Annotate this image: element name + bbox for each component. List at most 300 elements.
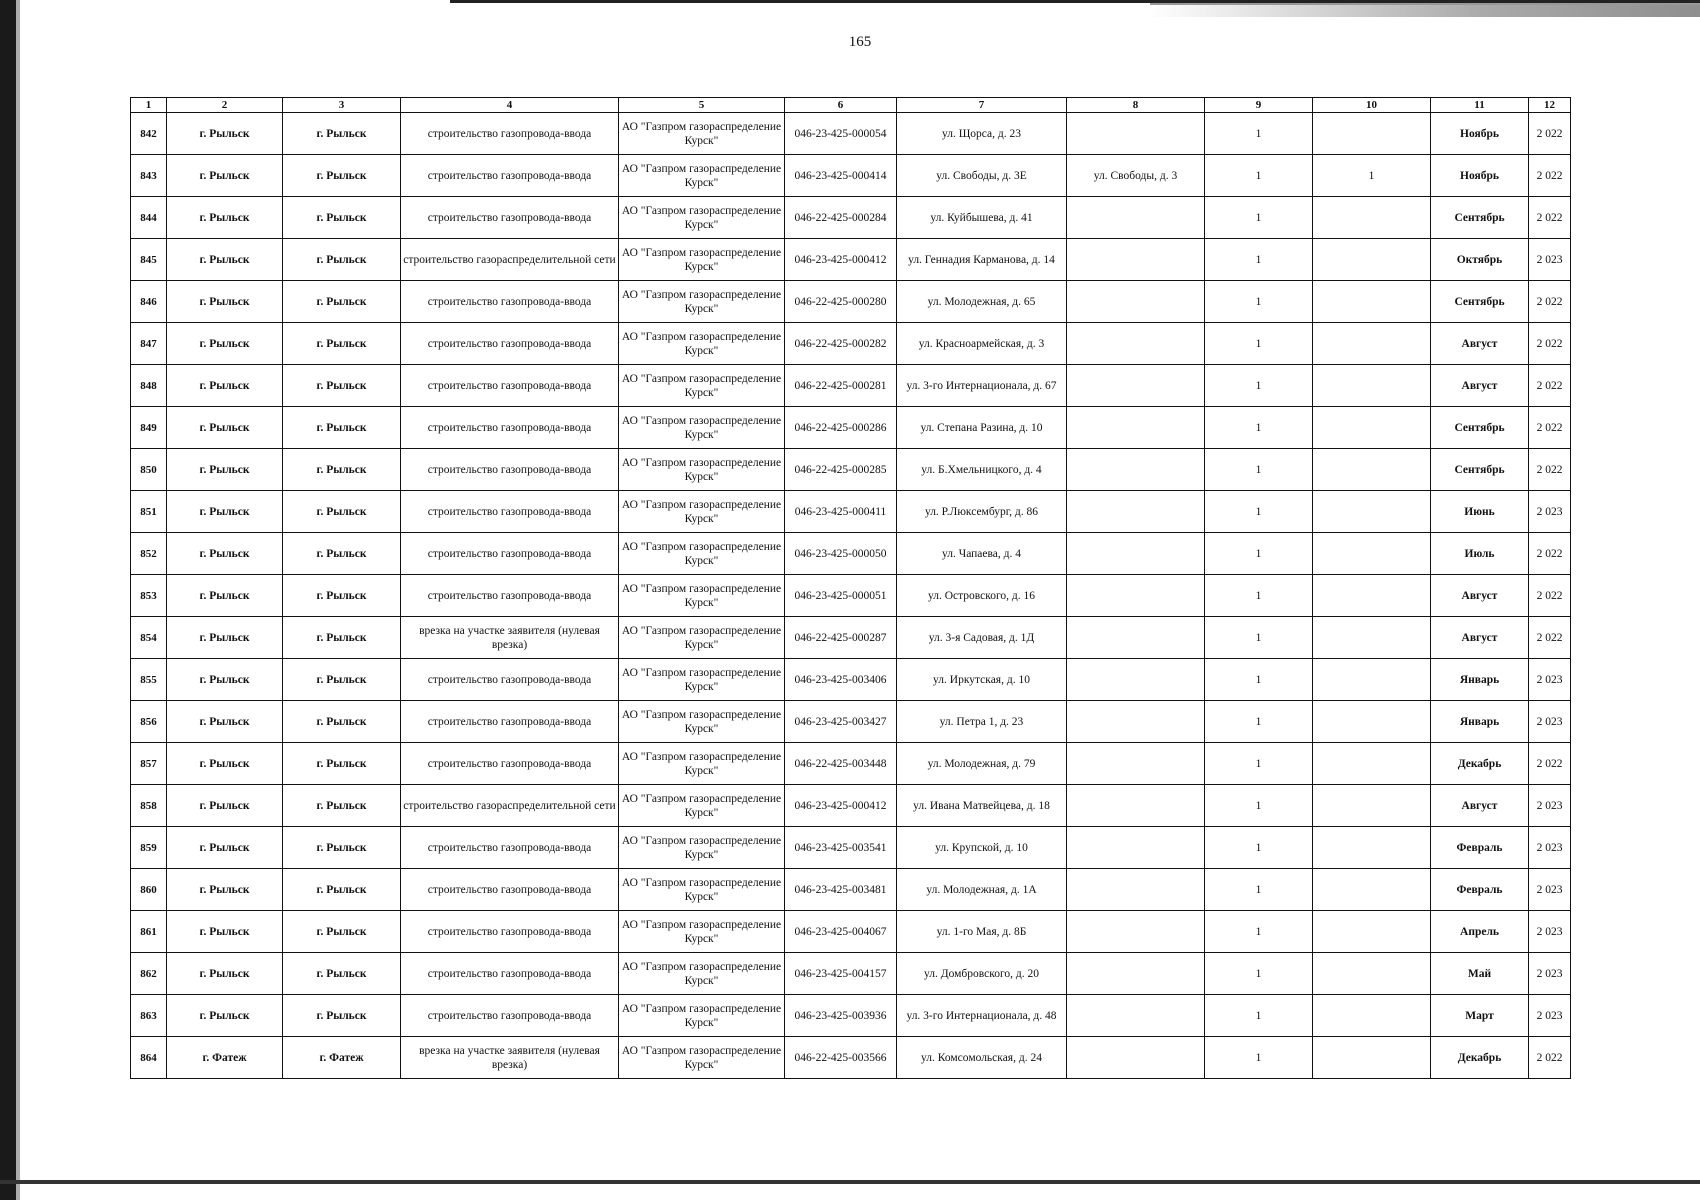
count-cell: 1 (1205, 533, 1313, 575)
settlement-cell: г. Рыльск (167, 743, 283, 785)
month-cell: Март (1431, 995, 1529, 1037)
month-cell: Сентябрь (1431, 197, 1529, 239)
settlement-cell: г. Рыльск (167, 785, 283, 827)
work-type-cell: строительство газопровода-ввода (401, 155, 619, 197)
count-cell: 1 (1205, 617, 1313, 659)
work-type-cell: строительство газопровода-ввода (401, 659, 619, 701)
row-number: 861 (131, 911, 167, 953)
organization-cell: АО "Газпром газораспределение Курск" (619, 701, 785, 743)
year-cell: 2 022 (1529, 533, 1571, 575)
settlement-cell: г. Рыльск (167, 113, 283, 155)
table-row (131, 239, 1571, 281)
work-type-cell: строительство газопровода-ввода (401, 575, 619, 617)
organization-cell: АО "Газпром газораспределение Курск" (619, 281, 785, 323)
locality-cell: г. Фатеж (283, 1037, 401, 1079)
row-number: 851 (131, 491, 167, 533)
work-type-cell: строительство газопровода-ввода (401, 869, 619, 911)
count-alt-cell (1313, 491, 1431, 533)
locality-cell: г. Рыльск (283, 701, 401, 743)
year-cell: 2 022 (1529, 617, 1571, 659)
organization-cell: АО "Газпром газораспределение Курск" (619, 113, 785, 155)
spec-number-cell: 046-22-425-000280 (785, 281, 897, 323)
settlement-cell: г. Фатеж (167, 1037, 283, 1079)
column-header: 12 (1529, 98, 1571, 113)
organization-cell: АО "Газпром газораспределение Курск" (619, 953, 785, 995)
count-cell: 1 (1205, 155, 1313, 197)
scan-edge-left-shadow (16, 0, 20, 1200)
work-type-cell: строительство газопровода-ввода (401, 407, 619, 449)
locality-cell: г. Рыльск (283, 617, 401, 659)
count-alt-cell (1313, 365, 1431, 407)
row-number: 856 (131, 701, 167, 743)
year-cell: 2 023 (1529, 953, 1571, 995)
address-alt-cell (1067, 197, 1205, 239)
count-cell: 1 (1205, 869, 1313, 911)
row-number: 847 (131, 323, 167, 365)
count-cell: 1 (1205, 449, 1313, 491)
table-row (131, 575, 1571, 617)
year-cell: 2 022 (1529, 281, 1571, 323)
count-alt-cell (1313, 869, 1431, 911)
settlement-cell: г. Рыльск (167, 491, 283, 533)
locality-cell: г. Рыльск (283, 659, 401, 701)
organization-cell: АО "Газпром газораспределение Курск" (619, 407, 785, 449)
column-header: 1 (131, 98, 167, 113)
spec-number-cell: 046-23-425-000051 (785, 575, 897, 617)
count-cell: 1 (1205, 239, 1313, 281)
work-type-cell: врезка на участке заявителя (нулевая врезка) (401, 617, 619, 659)
organization-cell: АО "Газпром газораспределение Курск" (619, 491, 785, 533)
table-row (131, 701, 1571, 743)
year-cell: 2 022 (1529, 575, 1571, 617)
settlement-cell: г. Рыльск (167, 533, 283, 575)
locality-cell: г. Рыльск (283, 155, 401, 197)
settlement-cell: г. Рыльск (167, 449, 283, 491)
month-cell: Январь (1431, 701, 1529, 743)
count-alt-cell (1313, 407, 1431, 449)
year-cell: 2 022 (1529, 323, 1571, 365)
count-alt-cell (1313, 953, 1431, 995)
count-alt-cell (1313, 575, 1431, 617)
row-number: 842 (131, 113, 167, 155)
address-cell: ул. Б.Хмельницкого, д. 4 (897, 449, 1067, 491)
settlement-cell: г. Рыльск (167, 155, 283, 197)
count-alt-cell (1313, 281, 1431, 323)
locality-cell: г. Рыльск (283, 491, 401, 533)
settlement-cell: г. Рыльск (167, 659, 283, 701)
locality-cell: г. Рыльск (283, 785, 401, 827)
month-cell: Ноябрь (1431, 155, 1529, 197)
count-cell: 1 (1205, 659, 1313, 701)
locality-cell: г. Рыльск (283, 953, 401, 995)
year-cell: 2 022 (1529, 407, 1571, 449)
month-cell: Февраль (1431, 869, 1529, 911)
column-header: 2 (167, 98, 283, 113)
row-number: 849 (131, 407, 167, 449)
row-number: 860 (131, 869, 167, 911)
row-number: 850 (131, 449, 167, 491)
count-alt-cell (1313, 617, 1431, 659)
settlement-cell: г. Рыльск (167, 869, 283, 911)
work-type-cell: строительство газопровода-ввода (401, 701, 619, 743)
table-row (131, 407, 1571, 449)
spec-number-cell: 046-23-425-004067 (785, 911, 897, 953)
work-type-cell: строительство газопровода-ввода (401, 365, 619, 407)
locality-cell: г. Рыльск (283, 281, 401, 323)
count-cell: 1 (1205, 491, 1313, 533)
count-cell: 1 (1205, 743, 1313, 785)
table-row (131, 659, 1571, 701)
row-number: 843 (131, 155, 167, 197)
table-row (131, 827, 1571, 869)
year-cell: 2 023 (1529, 659, 1571, 701)
locality-cell: г. Рыльск (283, 407, 401, 449)
spec-number-cell: 046-22-425-000282 (785, 323, 897, 365)
work-type-cell: строительство газопровода-ввода (401, 953, 619, 995)
month-cell: Январь (1431, 659, 1529, 701)
year-cell: 2 022 (1529, 197, 1571, 239)
address-cell: ул. 3-я Садовая, д. 1Д (897, 617, 1067, 659)
month-cell: Сентябрь (1431, 407, 1529, 449)
row-number: 864 (131, 1037, 167, 1079)
address-alt-cell (1067, 113, 1205, 155)
settlement-cell: г. Рыльск (167, 701, 283, 743)
table-row (131, 197, 1571, 239)
settlement-cell: г. Рыльск (167, 197, 283, 239)
locality-cell: г. Рыльск (283, 911, 401, 953)
organization-cell: АО "Газпром газораспределение Курск" (619, 995, 785, 1037)
settlement-cell: г. Рыльск (167, 323, 283, 365)
spec-number-cell: 046-22-425-003448 (785, 743, 897, 785)
locality-cell: г. Рыльск (283, 449, 401, 491)
table-row (131, 533, 1571, 575)
address-alt-cell (1067, 1037, 1205, 1079)
month-cell: Август (1431, 575, 1529, 617)
locality-cell: г. Рыльск (283, 533, 401, 575)
table-row (131, 113, 1571, 155)
address-alt-cell (1067, 281, 1205, 323)
year-cell: 2 022 (1529, 449, 1571, 491)
locality-cell: г. Рыльск (283, 743, 401, 785)
locality-cell: г. Рыльск (283, 323, 401, 365)
locality-cell: г. Рыльск (283, 113, 401, 155)
spec-number-cell: 046-23-425-003427 (785, 701, 897, 743)
table-row (131, 323, 1571, 365)
address-alt-cell (1067, 785, 1205, 827)
count-cell: 1 (1205, 197, 1313, 239)
spec-number-cell: 046-23-425-003406 (785, 659, 897, 701)
address-cell: ул. Степана Разина, д. 10 (897, 407, 1067, 449)
count-cell: 1 (1205, 911, 1313, 953)
settlement-cell: г. Рыльск (167, 239, 283, 281)
count-cell: 1 (1205, 785, 1313, 827)
count-alt-cell (1313, 659, 1431, 701)
address-cell: ул. Р.Люксембург, д. 86 (897, 491, 1067, 533)
work-type-cell: строительство газораспределительной сети (401, 239, 619, 281)
year-cell: 2 023 (1529, 701, 1571, 743)
locality-cell: г. Рыльск (283, 197, 401, 239)
count-alt-cell (1313, 827, 1431, 869)
organization-cell: АО "Газпром газораспределение Курск" (619, 365, 785, 407)
work-type-cell: врезка на участке заявителя (нулевая врезка) (401, 1037, 619, 1079)
year-cell: 2 023 (1529, 239, 1571, 281)
spec-number-cell: 046-23-425-004157 (785, 953, 897, 995)
address-cell: ул. Куйбышева, д. 41 (897, 197, 1067, 239)
address-alt-cell (1067, 659, 1205, 701)
address-alt-cell (1067, 953, 1205, 995)
address-alt-cell (1067, 701, 1205, 743)
row-number: 859 (131, 827, 167, 869)
locality-cell: г. Рыльск (283, 827, 401, 869)
work-type-cell: строительство газопровода-ввода (401, 281, 619, 323)
count-cell: 1 (1205, 827, 1313, 869)
address-cell: ул. Иркутская, д. 10 (897, 659, 1067, 701)
spec-number-cell: 046-23-425-000412 (785, 239, 897, 281)
organization-cell: АО "Газпром газораспределение Курск" (619, 911, 785, 953)
year-cell: 2 022 (1529, 365, 1571, 407)
address-alt-cell (1067, 491, 1205, 533)
count-alt-cell (1313, 701, 1431, 743)
address-alt-cell (1067, 323, 1205, 365)
count-cell: 1 (1205, 281, 1313, 323)
address-cell: ул. Геннадия Карманова, д. 14 (897, 239, 1067, 281)
work-type-cell: строительство газопровода-ввода (401, 743, 619, 785)
year-cell: 2 023 (1529, 995, 1571, 1037)
settlement-cell: г. Рыльск (167, 911, 283, 953)
scan-edge-left (0, 0, 16, 1200)
row-number: 857 (131, 743, 167, 785)
table-row (131, 155, 1571, 197)
month-cell: Октябрь (1431, 239, 1529, 281)
year-cell: 2 022 (1529, 743, 1571, 785)
address-cell: ул. Ивана Матвейцева, д. 18 (897, 785, 1067, 827)
page-number: 165 (848, 34, 872, 50)
table-row (131, 911, 1571, 953)
address-cell: ул. Островского, д. 16 (897, 575, 1067, 617)
settlement-cell: г. Рыльск (167, 953, 283, 995)
count-cell: 1 (1205, 407, 1313, 449)
spec-number-cell: 046-22-425-000284 (785, 197, 897, 239)
scan-edge-bottom (0, 1180, 1700, 1184)
spec-number-cell: 046-23-425-000412 (785, 785, 897, 827)
work-type-cell: строительство газопровода-ввода (401, 113, 619, 155)
organization-cell: АО "Газпром газораспределение Курск" (619, 155, 785, 197)
work-type-cell: строительство газопровода-ввода (401, 827, 619, 869)
year-cell: 2 023 (1529, 911, 1571, 953)
year-cell: 2 023 (1529, 869, 1571, 911)
address-cell: ул. Красноармейская, д. 3 (897, 323, 1067, 365)
count-cell: 1 (1205, 323, 1313, 365)
column-header: 4 (401, 98, 619, 113)
spec-number-cell: 046-22-425-000286 (785, 407, 897, 449)
address-alt-cell (1067, 239, 1205, 281)
address-alt-cell (1067, 911, 1205, 953)
count-cell: 1 (1205, 701, 1313, 743)
table-row (131, 1037, 1571, 1079)
table-row (131, 491, 1571, 533)
month-cell: Февраль (1431, 827, 1529, 869)
table-row (131, 449, 1571, 491)
spec-number-cell: 046-23-425-000411 (785, 491, 897, 533)
work-type-cell: строительство газопровода-ввода (401, 449, 619, 491)
spec-number-cell: 046-23-425-000054 (785, 113, 897, 155)
address-cell: ул. Молодежная, д. 65 (897, 281, 1067, 323)
table-row (131, 617, 1571, 659)
table-row (131, 953, 1571, 995)
address-alt-cell (1067, 995, 1205, 1037)
work-type-cell: строительство газопровода-ввода (401, 911, 619, 953)
organization-cell: АО "Газпром газораспределение Курск" (619, 869, 785, 911)
address-cell: ул. Петра 1, д. 23 (897, 701, 1067, 743)
organization-cell: АО "Газпром газораспределение Курск" (619, 1037, 785, 1079)
row-number: 846 (131, 281, 167, 323)
year-cell: 2 022 (1529, 1037, 1571, 1079)
organization-cell: АО "Газпром газораспределение Курск" (619, 197, 785, 239)
row-number: 862 (131, 953, 167, 995)
spec-number-cell: 046-23-425-003481 (785, 869, 897, 911)
row-number: 844 (131, 197, 167, 239)
year-cell: 2 022 (1529, 155, 1571, 197)
address-alt-cell (1067, 533, 1205, 575)
address-alt-cell: ул. Свободы, д. 3 (1067, 155, 1205, 197)
month-cell: Апрель (1431, 911, 1529, 953)
month-cell: Август (1431, 323, 1529, 365)
work-type-cell: строительство газораспределительной сети (401, 785, 619, 827)
count-alt-cell (1313, 785, 1431, 827)
spec-number-cell: 046-22-425-003566 (785, 1037, 897, 1079)
organization-cell: АО "Газпром газораспределение Курск" (619, 449, 785, 491)
table-row (131, 365, 1571, 407)
organization-cell: АО "Газпром газораспределение Курск" (619, 617, 785, 659)
month-cell: Август (1431, 617, 1529, 659)
count-alt-cell (1313, 743, 1431, 785)
count-alt-cell (1313, 449, 1431, 491)
locality-cell: г. Рыльск (283, 995, 401, 1037)
row-number: 855 (131, 659, 167, 701)
count-alt-cell (1313, 113, 1431, 155)
count-alt-cell (1313, 995, 1431, 1037)
address-cell: ул. 1-го Мая, д. 8Б (897, 911, 1067, 953)
column-header: 3 (283, 98, 401, 113)
settlement-cell: г. Рыльск (167, 995, 283, 1037)
address-cell: ул. 3-го Интернационала, д. 67 (897, 365, 1067, 407)
count-cell: 1 (1205, 995, 1313, 1037)
year-cell: 2 023 (1529, 491, 1571, 533)
work-type-cell: строительство газопровода-ввода (401, 197, 619, 239)
organization-cell: АО "Газпром газораспределение Курск" (619, 659, 785, 701)
address-cell: ул. Свободы, д. 3Е (897, 155, 1067, 197)
organization-cell: АО "Газпром газораспределение Курск" (619, 743, 785, 785)
row-number: 853 (131, 575, 167, 617)
organization-cell: АО "Газпром газораспределение Курск" (619, 323, 785, 365)
address-cell: ул. Молодежная, д. 1А (897, 869, 1067, 911)
table-body (131, 113, 1571, 1079)
organization-cell: АО "Газпром газораспределение Курск" (619, 239, 785, 281)
settlement-cell: г. Рыльск (167, 407, 283, 449)
column-header: 6 (785, 98, 897, 113)
column-header: 8 (1067, 98, 1205, 113)
locality-cell: г. Рыльск (283, 869, 401, 911)
header-row (131, 98, 1571, 113)
address-cell: ул. Крупской, д. 10 (897, 827, 1067, 869)
work-type-cell: строительство газопровода-ввода (401, 995, 619, 1037)
count-alt-cell (1313, 323, 1431, 365)
table-row (131, 869, 1571, 911)
month-cell: Сентябрь (1431, 449, 1529, 491)
count-alt-cell: 1 (1313, 155, 1431, 197)
locality-cell: г. Рыльск (283, 365, 401, 407)
count-alt-cell (1313, 239, 1431, 281)
count-alt-cell (1313, 1037, 1431, 1079)
count-alt-cell (1313, 911, 1431, 953)
month-cell: Ноябрь (1431, 113, 1529, 155)
table-row (131, 281, 1571, 323)
address-cell: ул. Домбровского, д. 20 (897, 953, 1067, 995)
spec-number-cell: 046-23-425-000050 (785, 533, 897, 575)
settlement-cell: г. Рыльск (167, 617, 283, 659)
month-cell: Май (1431, 953, 1529, 995)
row-number: 852 (131, 533, 167, 575)
address-cell: ул. Чапаева, д. 4 (897, 533, 1067, 575)
settlement-cell: г. Рыльск (167, 827, 283, 869)
row-number: 863 (131, 995, 167, 1037)
work-type-cell: строительство газопровода-ввода (401, 323, 619, 365)
spec-number-cell: 046-22-425-000281 (785, 365, 897, 407)
address-alt-cell (1067, 869, 1205, 911)
spec-number-cell: 046-22-425-000285 (785, 449, 897, 491)
organization-cell: АО "Газпром газораспределение Курск" (619, 533, 785, 575)
year-cell: 2 023 (1529, 785, 1571, 827)
address-alt-cell (1067, 617, 1205, 659)
month-cell: Июль (1431, 533, 1529, 575)
count-cell: 1 (1205, 575, 1313, 617)
column-header: 7 (897, 98, 1067, 113)
spec-number-cell: 046-23-425-003541 (785, 827, 897, 869)
row-number: 858 (131, 785, 167, 827)
row-number: 854 (131, 617, 167, 659)
address-cell: ул. Молодежная, д. 79 (897, 743, 1067, 785)
count-cell: 1 (1205, 953, 1313, 995)
locality-cell: г. Рыльск (283, 575, 401, 617)
work-type-cell: строительство газопровода-ввода (401, 533, 619, 575)
count-alt-cell (1313, 533, 1431, 575)
count-cell: 1 (1205, 365, 1313, 407)
count-cell: 1 (1205, 1037, 1313, 1079)
year-cell: 2 022 (1529, 113, 1571, 155)
month-cell: Декабрь (1431, 1037, 1529, 1079)
column-header: 5 (619, 98, 785, 113)
organization-cell: АО "Газпром газораспределение Курск" (619, 785, 785, 827)
count-cell: 1 (1205, 113, 1313, 155)
month-cell: Сентябрь (1431, 281, 1529, 323)
address-alt-cell (1067, 365, 1205, 407)
address-alt-cell (1067, 743, 1205, 785)
registry-table (130, 97, 1571, 1079)
work-type-cell: строительство газопровода-ввода (401, 491, 619, 533)
address-cell: ул. Щорса, д. 23 (897, 113, 1067, 155)
settlement-cell: г. Рыльск (167, 281, 283, 323)
spec-number-cell: 046-23-425-003936 (785, 995, 897, 1037)
address-alt-cell (1067, 407, 1205, 449)
address-alt-cell (1067, 827, 1205, 869)
address-alt-cell (1067, 449, 1205, 491)
settlement-cell: г. Рыльск (167, 575, 283, 617)
table-row (131, 743, 1571, 785)
settlement-cell: г. Рыльск (167, 365, 283, 407)
organization-cell: АО "Газпром газораспределение Курск" (619, 827, 785, 869)
locality-cell: г. Рыльск (283, 239, 401, 281)
month-cell: Декабрь (1431, 743, 1529, 785)
